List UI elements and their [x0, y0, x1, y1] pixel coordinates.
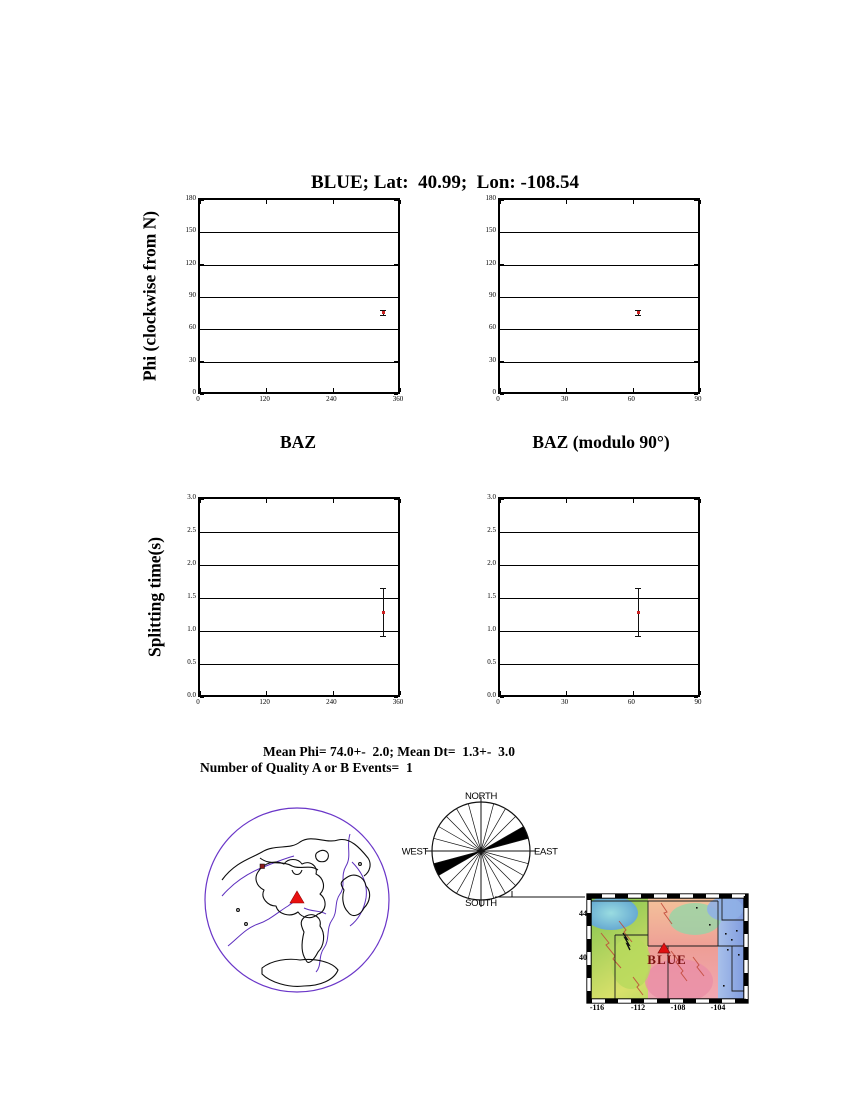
y-tick: [694, 329, 698, 330]
y-tick: [394, 264, 398, 265]
island-icon: [237, 909, 240, 912]
y-tick: [694, 200, 698, 201]
y-tick: [394, 631, 398, 632]
x-tick-label: 240: [326, 395, 337, 403]
y-tick: [500, 361, 504, 362]
gridline: [200, 532, 398, 533]
y-tick: [200, 232, 204, 233]
gridline: [200, 329, 398, 330]
plot-phi-vs-baz: [198, 198, 400, 394]
event-count-line: Number of Quality A or B Events= 1: [200, 760, 413, 775]
gridline: [200, 565, 398, 566]
x-tick-label: 0: [196, 395, 200, 403]
x-tick: [266, 200, 267, 204]
y-tick: [200, 664, 204, 665]
x-tick: [400, 388, 401, 392]
x-tick-label: 60: [627, 698, 635, 706]
y-tick-label: 2.5: [187, 526, 196, 534]
y-tick: [394, 200, 398, 201]
y-tick: [200, 499, 204, 500]
x-tick-label: 30: [561, 698, 569, 706]
x-tick: [200, 499, 201, 503]
gridline: [200, 631, 398, 632]
x-tick-label: 60: [627, 395, 635, 403]
x-tick: [566, 200, 567, 204]
rose-label-south: SOUTH: [465, 898, 497, 909]
y-tick-label: 150: [485, 226, 496, 235]
gridline: [500, 232, 698, 233]
x-tick: [700, 388, 701, 392]
map-xtick--104: -104: [710, 1003, 726, 1012]
x-tick: [566, 499, 567, 503]
coastline-hudson-bay: [292, 870, 302, 875]
gridline: [500, 265, 698, 266]
y-tick: [500, 264, 504, 265]
x-tick: [700, 691, 701, 695]
y-tick: [694, 264, 698, 265]
y-tick: [500, 532, 504, 533]
x-tick: [266, 388, 267, 392]
y-tick-label: 3.0: [487, 493, 496, 501]
station-triangle-icon: [290, 891, 304, 903]
x-tick: [266, 499, 267, 503]
gridline: [500, 532, 698, 533]
y-tick: [200, 264, 204, 265]
x-tick: [566, 388, 567, 392]
gridline: [500, 329, 698, 330]
gridline: [500, 631, 698, 632]
rose-label-west: WEST: [401, 846, 428, 858]
y-tick: [500, 297, 504, 298]
x-tick: [633, 499, 634, 503]
error-bar-cap: [635, 588, 641, 589]
phi-axis-title: Phi (clockwise from N): [139, 210, 160, 382]
y-tick: [500, 394, 504, 395]
y-tick: [200, 598, 204, 599]
x-tick: [200, 691, 201, 695]
y-tick: [694, 664, 698, 665]
y-tick-label: 1.5: [187, 592, 196, 600]
y-tick-label: 2.0: [487, 559, 496, 567]
x-tick: [700, 499, 701, 503]
coastline-antarctica: [262, 959, 338, 986]
y-tick-label: 0: [492, 388, 496, 396]
x-tick-label: 90: [694, 395, 702, 403]
gridline: [500, 297, 698, 298]
x-tick: [633, 200, 634, 204]
y-tick-label: 0.0: [487, 691, 496, 699]
x-tick: [200, 200, 201, 204]
x-tick: [266, 691, 267, 695]
map-ytick-44: 44: [579, 909, 587, 918]
y-tick-label: 120: [485, 258, 496, 267]
station-topo-map: [575, 893, 750, 1015]
y-tick: [500, 565, 504, 566]
x-tick-label: 0: [496, 698, 500, 706]
error-bar-cap: [635, 636, 641, 637]
y-tick: [200, 361, 204, 362]
y-tick: [500, 631, 504, 632]
y-tick: [694, 565, 698, 566]
coastline-south-america: [301, 915, 323, 963]
plate-boundary-midatlantic: [316, 834, 350, 972]
x-tick: [633, 691, 634, 695]
map-xtick--116: -116: [589, 1003, 605, 1012]
plot-dt-vs-baz-mod90: [498, 497, 700, 697]
gridline: [200, 362, 398, 363]
rose-spoke: [434, 838, 481, 851]
rose-diagram: [395, 783, 600, 915]
y-tick: [694, 598, 698, 599]
mean-summary-line: Mean Phi= 74.0+- 2.0; Mean Dt= 1.3+- 3.0: [263, 744, 515, 759]
y-tick: [394, 499, 398, 500]
rose-spoke: [481, 851, 528, 864]
gridline: [500, 664, 698, 665]
data-point: [637, 311, 640, 314]
x-tick-label: 30: [561, 395, 569, 403]
y-tick: [200, 297, 204, 298]
y-tick: [500, 329, 504, 330]
y-tick: [200, 532, 204, 533]
x-tick: [500, 388, 501, 392]
x-tick-label: 120: [259, 698, 270, 706]
map-ytick-40: 40: [579, 953, 587, 962]
x-tick: [200, 388, 201, 392]
data-point: [637, 611, 640, 614]
y-tick: [394, 297, 398, 298]
y-tick: [200, 697, 204, 698]
rose-spoke: [468, 851, 481, 898]
dt-axis-title: Splitting time(s): [144, 536, 165, 658]
y-tick-label: 30: [489, 355, 496, 364]
gridline: [200, 598, 398, 599]
gridline: [200, 297, 398, 298]
y-tick: [500, 598, 504, 599]
x-tick: [400, 499, 401, 503]
y-tick-label: 0.0: [187, 691, 196, 699]
y-tick-label: 1.5: [487, 592, 496, 600]
island-icon: [359, 863, 362, 866]
rose-label-north: NORTH: [464, 791, 498, 802]
y-tick-label: 2.0: [187, 559, 196, 567]
error-bar-cap: [380, 588, 386, 589]
y-tick: [200, 329, 204, 330]
y-tick-label: 180: [485, 194, 496, 202]
y-tick: [200, 565, 204, 566]
plate-boundary-east: [350, 862, 366, 926]
y-tick: [200, 200, 204, 201]
baz-mod90-axis-title: BAZ (modulo 90°): [532, 432, 670, 452]
x-tick: [333, 691, 334, 695]
y-tick: [394, 598, 398, 599]
plate-boundary-aleutian: [222, 856, 294, 896]
y-tick-label: 90: [189, 291, 196, 299]
rose-spoke: [468, 804, 481, 851]
y-tick: [500, 200, 504, 201]
y-tick: [694, 532, 698, 533]
data-point: [382, 611, 385, 614]
gridline: [200, 664, 398, 665]
y-tick: [694, 361, 698, 362]
error-bar-cap: [635, 315, 641, 316]
y-tick-label: 0: [192, 388, 196, 396]
y-tick-label: 2.5: [487, 526, 496, 534]
y-tick: [394, 532, 398, 533]
y-tick-label: 60: [189, 323, 196, 332]
y-tick: [200, 394, 204, 395]
x-tick: [500, 499, 501, 503]
y-tick: [394, 232, 398, 233]
rose-spoke: [481, 851, 494, 898]
x-tick-label: 90: [694, 698, 702, 706]
x-tick-label: 240: [326, 698, 337, 706]
y-tick: [394, 361, 398, 362]
x-tick: [333, 499, 334, 503]
y-tick: [500, 697, 504, 698]
y-tick-label: 180: [185, 194, 196, 202]
y-tick: [200, 631, 204, 632]
x-tick: [333, 200, 334, 204]
figure-title: BLUE; Lat: 40.99; Lon: -108.54: [310, 172, 580, 193]
x-tick: [566, 691, 567, 695]
x-tick: [500, 691, 501, 695]
data-point: [382, 311, 385, 314]
y-tick-label: 0.5: [487, 658, 496, 666]
map-xtick--108: -108: [670, 1003, 686, 1012]
y-tick: [394, 329, 398, 330]
island-icon: [245, 923, 248, 926]
x-tick: [700, 200, 701, 204]
x-tick: [633, 388, 634, 392]
y-tick: [694, 297, 698, 298]
y-tick: [500, 664, 504, 665]
gridline: [200, 232, 398, 233]
y-tick-label: 90: [489, 291, 496, 299]
map-xtick--112: -112: [630, 1003, 646, 1012]
y-tick: [694, 631, 698, 632]
gridline: [500, 598, 698, 599]
x-tick: [500, 200, 501, 204]
plate-boundary-eastpacific: [228, 900, 297, 946]
x-tick: [333, 388, 334, 392]
gridline: [500, 565, 698, 566]
y-tick: [500, 232, 504, 233]
x-tick-label: 0: [196, 698, 200, 706]
error-bar-cap: [380, 636, 386, 637]
y-tick-label: 0.5: [187, 658, 196, 666]
rose-spoke: [481, 804, 494, 851]
y-tick-label: 30: [189, 355, 196, 364]
y-tick: [694, 499, 698, 500]
y-tick: [394, 565, 398, 566]
y-tick-label: 60: [489, 323, 496, 332]
y-tick-label: 1.0: [487, 625, 496, 633]
baz-axis-title: BAZ: [280, 432, 316, 452]
y-tick-label: 150: [185, 226, 196, 235]
gridline: [200, 265, 398, 266]
x-tick-label: 120: [259, 395, 270, 403]
y-tick: [694, 232, 698, 233]
plot-dt-vs-baz: [198, 497, 400, 697]
coastline-greenland: [316, 850, 329, 861]
y-tick-label: 1.0: [187, 625, 196, 633]
y-tick-label: 3.0: [187, 493, 196, 501]
map-station-label: BLUE: [647, 952, 687, 967]
x-tick: [400, 200, 401, 204]
y-tick: [394, 664, 398, 665]
rose-label-east: EAST: [534, 846, 558, 858]
x-tick-label: 360: [392, 395, 404, 403]
coastline-africa: [341, 875, 369, 915]
globe-map: [200, 800, 395, 1005]
y-tick: [500, 499, 504, 500]
y-tick-label: 120: [185, 258, 196, 267]
event-marker: [260, 864, 265, 869]
x-tick-label: 360: [392, 698, 404, 706]
plot-phi-vs-baz-mod90: [498, 198, 700, 394]
error-bar-cap: [380, 315, 386, 316]
x-tick: [400, 691, 401, 695]
gridline: [500, 362, 698, 363]
x-tick-label: 0: [496, 395, 500, 403]
